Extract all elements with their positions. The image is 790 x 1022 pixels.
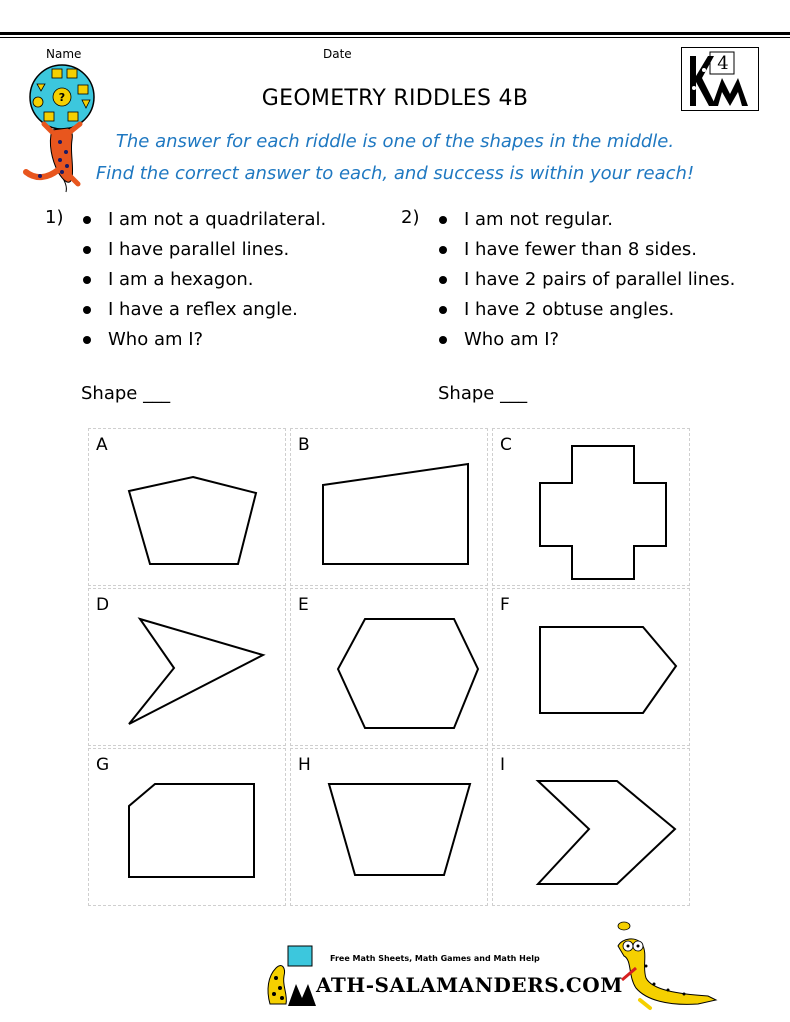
riddle-1-clues [83, 208, 326, 358]
top-rule [0, 32, 790, 35]
shape-letter: G [96, 755, 110, 775]
worksheet-title: GEOMETRY RIDDLES 4B [261, 86, 529, 111]
shape-cell-i [492, 748, 690, 906]
shape-letter: H [298, 755, 311, 775]
riddle-1-clue: Who am I? [83, 328, 326, 358]
shape-cell-a [88, 428, 286, 586]
footer-site-name[interactable]: ATH-SALAMANDERS.COM [316, 973, 623, 997]
salamander-pencil-icon [598, 916, 718, 1012]
shape-letter: C [500, 435, 512, 455]
footer-tagline: Free Math Sheets, Math Games and Math Help [330, 954, 540, 963]
shape-cell-c [492, 428, 690, 586]
shape-cell-d [88, 588, 286, 746]
pentagon-shape [89, 429, 287, 587]
riddle-2-clue: Who am I? [439, 328, 735, 358]
shape-cell-e [290, 588, 488, 746]
hexagon-shape [291, 589, 489, 747]
riddle-1-clue: I am a hexagon. [83, 268, 326, 298]
riddle-2-clue: I have 2 pairs of parallel lines. [439, 268, 735, 298]
shape-letter: F [500, 595, 510, 615]
cross-shape [493, 429, 691, 587]
riddle-2-clue: I have 2 obtuse angles. [439, 298, 735, 328]
riddle-1-clue: I have a reflex angle. [83, 298, 326, 328]
riddle-1-answer[interactable]: Shape ___ [81, 383, 171, 404]
shape-letter: I [500, 755, 506, 775]
shape-letter: B [298, 435, 310, 455]
riddle-2-clue: I have fewer than 8 sides. [439, 238, 735, 268]
top-rule-thin [0, 37, 790, 38]
riddle-2-clues [439, 208, 735, 358]
arrowhead-shape [89, 589, 287, 747]
cut-corner-rectangle-shape [89, 749, 287, 907]
shape-cell-b [290, 428, 488, 586]
riddle-2-answer[interactable]: Shape ___ [438, 383, 528, 404]
subtitle-line-2: Find the correct answer to each, and success is within your reach! [95, 163, 695, 184]
riddle-1-number: 1) [45, 207, 64, 228]
quadrilateral-shape [291, 429, 489, 587]
riddle-2-clue: I am not regular. [439, 208, 735, 238]
shape-cell-h [290, 748, 488, 906]
name-label: Name [46, 47, 82, 61]
riddle-2-number: 2) [401, 207, 420, 228]
riddle-1-clue: I am not a quadrilateral. [83, 208, 326, 238]
pentagon-arrow-shape [493, 589, 691, 747]
subtitle-line-1: The answer for each riddle is one of the shapes in the middle. [115, 131, 675, 152]
trapezium-shape [291, 749, 489, 907]
date-label: Date [323, 47, 352, 61]
shape-cell-g [88, 748, 286, 906]
grade-number: 4 [717, 53, 729, 74]
riddle-1-clue: I have parallel lines. [83, 238, 326, 268]
shape-cell-f [492, 588, 690, 746]
footer-salamander-icon [258, 944, 318, 1008]
chevron-shape [493, 749, 691, 907]
shape-letter: E [298, 595, 309, 615]
shape-letter: D [96, 595, 110, 615]
shape-letter: A [96, 435, 108, 455]
svg-text:?: ? [58, 91, 66, 104]
